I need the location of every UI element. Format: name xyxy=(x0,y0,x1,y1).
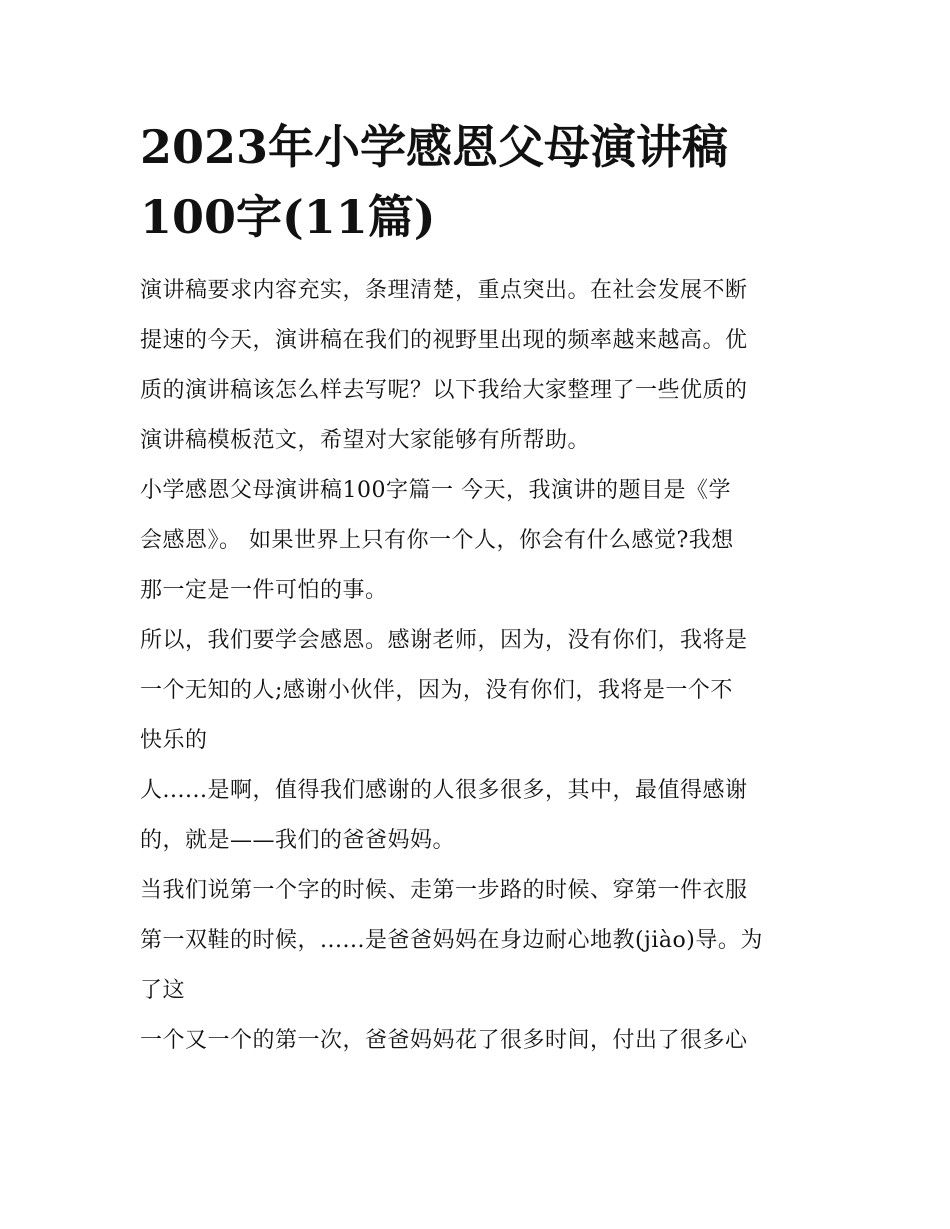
document-page xyxy=(140,112,815,1066)
paragraph xyxy=(140,1016,815,1066)
text-line: 小学感恩父母演讲稿100字篇一 今天，我演讲的题目是《学 xyxy=(140,478,731,503)
document-body xyxy=(140,266,815,1066)
text-line: 所以，我们要学会感恩。感谢老师，因为，没有你们，我将是 xyxy=(140,628,748,653)
paragraph xyxy=(140,616,815,766)
text-line: 会感恩》。 如果世界上只有你一个人，你会有什么感觉?我想 xyxy=(140,528,734,553)
text-line: 一个又一个的第一次，爸爸妈妈花了很多时间，付出了很多心 xyxy=(140,1028,748,1053)
text-line: 了这 xyxy=(140,978,186,1003)
text-line: 的，就是——我们的爸爸妈妈。 xyxy=(140,828,456,853)
text-line: 演讲稿模板范文，希望对大家能够有所帮助。 xyxy=(140,428,591,453)
text-line: 当我们说第一个字的时候、走第一步路的时候、穿第一件衣服 xyxy=(140,878,748,903)
document-title xyxy=(140,112,815,252)
title-line: 2023年小学感恩父母演讲稿 xyxy=(140,120,729,174)
paragraph xyxy=(140,266,815,466)
title-line: 100字(11篇) xyxy=(140,190,436,244)
text-line: 提速的今天，演讲稿在我们的视野里出现的频率越来越高。优 xyxy=(140,328,748,353)
text-line: 演讲稿要求内容充实，条理清楚，重点突出。在社会发展不断 xyxy=(140,278,748,303)
paragraph xyxy=(140,466,815,616)
text-line: 快乐的 xyxy=(140,728,208,753)
paragraph xyxy=(140,866,815,1016)
text-line: 质的演讲稿该怎么样去写呢？以下我给大家整理了一些优质的 xyxy=(140,378,748,403)
text-line: 那一定是一件可怕的事。 xyxy=(140,578,388,603)
paragraph xyxy=(140,766,815,866)
text-line: 人......是啊，值得我们感谢的人很多很多，其中，最值得感谢 xyxy=(140,778,748,803)
text-line: 一个无知的人;感谢小伙伴，因为，没有你们，我将是一个不 xyxy=(140,678,733,703)
text-line: 第一双鞋的时候，......是爸爸妈妈在身边耐心地教(jiào)导。为 xyxy=(140,928,763,953)
